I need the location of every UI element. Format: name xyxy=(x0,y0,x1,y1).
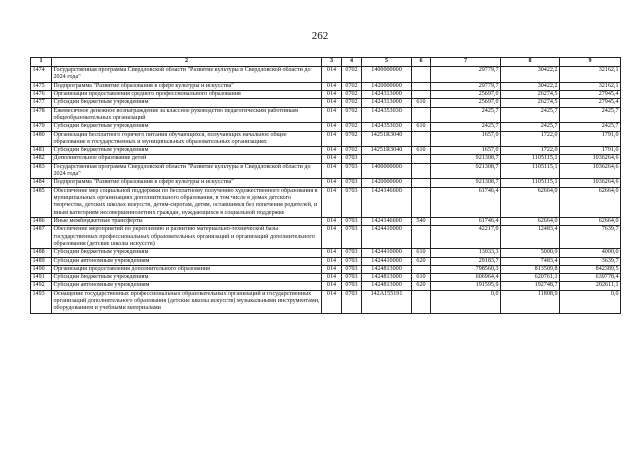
amount-year-2: 11808,0 xyxy=(501,290,560,313)
ministry-code: 014 xyxy=(322,226,342,249)
target-item-code: 1400000000 xyxy=(362,163,412,179)
target-item-code: 1424353030 xyxy=(362,107,412,123)
amount-year-2: 26274,5 xyxy=(501,90,560,98)
page-number: 262 xyxy=(311,30,329,42)
amount-year-3: 62664,0 xyxy=(560,187,621,217)
row-description: Субсидии бюджетным учреждениям xyxy=(52,99,322,107)
expense-type-code: 610 xyxy=(412,249,431,257)
amount-year-2: 620761,1 xyxy=(501,274,560,282)
amount-year-1: 191595,9 xyxy=(431,282,501,290)
target-item-code: 1424410000 xyxy=(362,226,412,249)
expense-type-code: 540 xyxy=(412,217,431,225)
table-row xyxy=(31,90,621,98)
amount-year-2: 813509,8 xyxy=(501,265,560,273)
row-description: Государственная программа Свердловской области "Развитие культуры в Свердловской области до 2024 года" xyxy=(52,67,322,83)
target-item-code: 1424410000 xyxy=(362,249,412,257)
row-description: Обеспечение мер социальной поддержки по бесплатному получению художественного образования в муниципальных организациях дополнительного образования, в том числе в домах детского творчества, детских школах искусств, детям-сиротам, детям, оставшимся без попечения родителей, и иным категориям несовершеннолетних граждан, нуждающихся в социальной поддержке xyxy=(52,187,322,217)
ministry-code: 014 xyxy=(322,179,342,187)
row-description: Субсидии бюджетным учреждениям xyxy=(52,249,322,257)
expense-type-code xyxy=(412,107,431,123)
section-code: 0703 xyxy=(342,187,362,217)
row-number: 1475 xyxy=(31,82,52,90)
row-description: Субсидии бюджетным учреждениям xyxy=(52,147,322,155)
row-number: 1477 xyxy=(31,99,52,107)
amount-year-1: 798560,3 xyxy=(431,265,501,273)
table-row xyxy=(31,290,621,313)
target-item-code: 1420000000 xyxy=(362,82,412,90)
row-number: 1483 xyxy=(31,163,52,179)
expense-type-code xyxy=(412,179,431,187)
ministry-code: 014 xyxy=(322,282,342,290)
ministry-code: 014 xyxy=(322,274,342,282)
section-code: 0703 xyxy=(342,265,362,273)
column-header-5: 5 xyxy=(362,58,412,67)
table-row xyxy=(31,265,621,273)
amount-year-1: 1657,0 xyxy=(431,131,501,147)
section-code: 0702 xyxy=(342,99,362,107)
amount-year-2: 1105115,1 xyxy=(501,155,560,163)
expense-type-code xyxy=(412,226,431,249)
table-header xyxy=(31,58,621,67)
table-row xyxy=(31,67,621,83)
section-code: 0703 xyxy=(342,179,362,187)
ministry-code: 014 xyxy=(322,99,342,107)
section-code: 0703 xyxy=(342,163,362,179)
section-code: 0703 xyxy=(342,226,362,249)
ministry-code: 014 xyxy=(322,257,342,265)
expense-type-code: 620 xyxy=(412,257,431,265)
table-row xyxy=(31,179,621,187)
amount-year-3: 1036264,6 xyxy=(560,163,621,179)
expense-type-code: 610 xyxy=(412,123,431,131)
table-row xyxy=(31,147,621,155)
amount-year-3: 1036264,6 xyxy=(560,155,621,163)
target-item-code: 1424410000 xyxy=(362,257,412,265)
ministry-code: 014 xyxy=(322,131,342,147)
row-description: Иные межбюджетные трансферты xyxy=(52,217,322,225)
amount-year-3: 27945,4 xyxy=(560,90,621,98)
column-header-3: 3 xyxy=(322,58,342,67)
target-item-code: 142A155191 xyxy=(362,290,412,313)
ministry-code: 014 xyxy=(322,67,342,83)
target-item-code xyxy=(362,155,412,163)
amount-year-3: 4000,0 xyxy=(560,249,621,257)
amount-year-3: 1791,0 xyxy=(560,131,621,147)
amount-year-1: 61746,4 xyxy=(431,187,501,217)
table-row xyxy=(31,282,621,290)
amount-year-3: 32162,1 xyxy=(560,82,621,90)
section-code: 0702 xyxy=(342,82,362,90)
table-row xyxy=(31,274,621,282)
amount-year-2: 1722,0 xyxy=(501,131,560,147)
target-item-code: 1424813000 xyxy=(362,265,412,273)
expense-type-code xyxy=(412,131,431,147)
expense-type-code: 610 xyxy=(412,99,431,107)
column-header-9: 9 xyxy=(560,58,621,67)
table-row xyxy=(31,107,621,123)
row-description: Субсидии бюджетным учреждениям xyxy=(52,274,322,282)
amount-year-2: 26274,5 xyxy=(501,99,560,107)
amount-year-2: 192748,7 xyxy=(501,282,560,290)
amount-year-1: 13033,3 xyxy=(431,249,501,257)
row-number: 1487 xyxy=(31,226,52,249)
row-number: 1476 xyxy=(31,90,52,98)
amount-year-3: 1036264,6 xyxy=(560,179,621,187)
amount-year-3: 7639,7 xyxy=(560,226,621,249)
amount-year-3: 62664,0 xyxy=(560,217,621,225)
row-description: Оснащение государственных профессиональных образовательных организаций и государственных организаций дополнительного образования (детские школы искусств) музыкальными инструментами, оборудованием и учебными материалами xyxy=(53,290,320,312)
amount-year-2: 2425,7 xyxy=(501,123,560,131)
section-code: 0703 xyxy=(342,155,362,163)
row-description: Подпрограмма "Развитие образования в сфере культуры и искусства" xyxy=(52,179,322,187)
section-code: 0702 xyxy=(342,131,362,147)
amount-year-2: 30422,2 xyxy=(501,82,560,90)
amount-year-3: 0,0 xyxy=(560,290,621,313)
amount-year-1: 1657,0 xyxy=(431,147,501,155)
row-number: 1485 xyxy=(31,187,52,217)
amount-year-3: 1791,0 xyxy=(560,147,621,155)
amount-year-1: 25697,0 xyxy=(431,90,501,98)
section-code: 0703 xyxy=(342,257,362,265)
target-item-code: 1424813000 xyxy=(362,282,412,290)
row-number: 1488 xyxy=(31,249,52,257)
ministry-code: 014 xyxy=(322,123,342,131)
row-number: 1491 xyxy=(31,274,52,282)
expense-type-code xyxy=(412,67,431,83)
target-item-code: 1424313000 xyxy=(362,90,412,98)
row-number: 1493 xyxy=(31,290,52,313)
amount-year-2: 7483,4 xyxy=(501,257,560,265)
section-code: 0702 xyxy=(342,147,362,155)
ministry-code: 014 xyxy=(322,107,342,123)
row-description: Организация бесплатного горячего питания обучающихся, получающих начальное общее образование в государственных и муниципальных образовательных организациях xyxy=(52,131,322,147)
amount-year-3: 842389,5 xyxy=(560,265,621,273)
amount-year-3: 27945,4 xyxy=(560,99,621,107)
ministry-code: 014 xyxy=(322,155,342,163)
section-code: 0702 xyxy=(342,90,362,98)
row-description: Организация предоставления среднего профессионального образования xyxy=(52,90,322,98)
amount-year-2: 1722,0 xyxy=(501,147,560,155)
table-row xyxy=(31,155,621,163)
expense-type-code xyxy=(412,90,431,98)
expense-type-code xyxy=(412,265,431,273)
table-body xyxy=(31,67,621,314)
section-code: 0703 xyxy=(342,282,362,290)
row-description: Организация предоставления дополнительного образования xyxy=(52,265,322,273)
expense-type-code xyxy=(412,290,431,313)
amount-year-3: 202611,1 xyxy=(560,282,621,290)
row-description: Ежемесячное денежное вознаграждение за классное руководство педагогическим работникам общеобразовательных организаций xyxy=(52,107,322,123)
budget-table xyxy=(30,57,621,314)
target-item-code: 1420000000 xyxy=(362,179,412,187)
column-header-1: 1 xyxy=(31,58,52,67)
target-item-code: 1424146600 xyxy=(362,217,412,225)
amount-year-2: 2425,7 xyxy=(501,107,560,123)
amount-year-3: 3639,7 xyxy=(560,257,621,265)
amount-year-1: 921308,7 xyxy=(431,179,501,187)
table-row xyxy=(31,187,621,217)
ministry-code: 014 xyxy=(322,147,342,155)
row-number: 1480 xyxy=(31,131,52,147)
target-item-code: 1400000000 xyxy=(362,67,412,83)
amount-year-1: 29183,7 xyxy=(431,257,501,265)
table-row xyxy=(31,131,621,147)
amount-year-1: 0,0 xyxy=(431,290,501,313)
section-code: 0703 xyxy=(342,290,362,313)
row-description: Субсидии бюджетным учреждениям xyxy=(52,123,322,131)
row-number: 1479 xyxy=(31,123,52,131)
target-item-code: 14251R3040 xyxy=(362,147,412,155)
expense-type-code xyxy=(412,155,431,163)
column-header-2: 2 xyxy=(52,58,322,67)
amount-year-1: 42217,0 xyxy=(431,226,501,249)
table-row xyxy=(31,257,621,265)
row-number: 1490 xyxy=(31,265,52,273)
ministry-code: 014 xyxy=(322,163,342,179)
section-code: 0702 xyxy=(342,67,362,83)
amount-year-1: 921308,7 xyxy=(431,155,501,163)
ministry-code: 014 xyxy=(322,265,342,273)
row-description: Обеспечение мероприятий по укреплению и развитию материально-технической базы государственных профессиональных образовательных организаций и организаций дополнительного образования (детские школы искусств) xyxy=(52,226,322,249)
row-description: Дополнительное образование детей xyxy=(52,155,322,163)
amount-year-2: 1105115,1 xyxy=(501,163,560,179)
row-number: 1492 xyxy=(31,282,52,290)
amount-year-2: 62664,0 xyxy=(501,187,560,217)
row-description: Субсидии автономным учреждениям xyxy=(52,282,322,290)
amount-year-2: 30422,2 xyxy=(501,67,560,83)
expense-type-code xyxy=(412,187,431,217)
section-code: 0703 xyxy=(342,217,362,225)
section-code: 0703 xyxy=(342,274,362,282)
row-number: 1482 xyxy=(31,155,52,163)
amount-year-1: 61746,4 xyxy=(431,217,501,225)
amount-year-1: 2425,7 xyxy=(431,107,501,123)
target-item-code: 1424813000 xyxy=(362,274,412,282)
ministry-code: 014 xyxy=(322,82,342,90)
table-row xyxy=(31,82,621,90)
amount-year-3: 2425,7 xyxy=(560,107,621,123)
column-header-6: 6 xyxy=(412,58,431,67)
table-row xyxy=(31,163,621,179)
target-item-code: 1424313000 xyxy=(362,99,412,107)
expense-type-code xyxy=(412,82,431,90)
amount-year-2: 12483,4 xyxy=(501,226,560,249)
expense-type-code: 620 xyxy=(412,282,431,290)
amount-year-2: 62664,0 xyxy=(501,217,560,225)
row-description: Субсидии автономным учреждениям xyxy=(52,257,322,265)
row-number: 1489 xyxy=(31,257,52,265)
amount-year-2: 1105115,1 xyxy=(501,179,560,187)
amount-year-1: 921308,7 xyxy=(431,163,501,179)
table-row xyxy=(31,249,621,257)
amount-year-2: 5000,0 xyxy=(501,249,560,257)
ministry-code: 014 xyxy=(322,249,342,257)
amount-year-3: 639778,4 xyxy=(560,274,621,282)
amount-year-1: 25697,0 xyxy=(431,99,501,107)
row-number: 1486 xyxy=(31,217,52,225)
amount-year-3: 2425,7 xyxy=(560,123,621,131)
table-row xyxy=(31,217,621,225)
ministry-code: 014 xyxy=(322,90,342,98)
section-code: 0702 xyxy=(342,107,362,123)
section-code: 0702 xyxy=(342,123,362,131)
amount-year-1: 29779,7 xyxy=(431,82,501,90)
row-number: 1481 xyxy=(31,147,52,155)
row-number: 1474 xyxy=(31,67,52,83)
table-row xyxy=(31,99,621,107)
amount-year-3: 32162,1 xyxy=(560,67,621,83)
row-number: 1484 xyxy=(31,179,52,187)
expense-type-code: 610 xyxy=(412,147,431,155)
target-item-code: 14251R3040 xyxy=(362,131,412,147)
row-description: Подпрограмма "Развитие образования в сфере культуры и искусства" xyxy=(52,82,322,90)
amount-year-1: 606964,4 xyxy=(431,274,501,282)
column-header-4: 4 xyxy=(342,58,362,67)
ministry-code: 014 xyxy=(322,217,342,225)
amount-year-1: 29779,7 xyxy=(431,67,501,83)
table-row xyxy=(31,123,621,131)
target-item-code: 1424146600 xyxy=(362,187,412,217)
table-row xyxy=(31,226,621,249)
amount-year-1: 2425,7 xyxy=(431,123,501,131)
target-item-code: 1424353030 xyxy=(362,123,412,131)
expense-type-code: 610 xyxy=(412,274,431,282)
section-code: 0703 xyxy=(342,249,362,257)
ministry-code: 014 xyxy=(322,290,342,313)
ministry-code: 014 xyxy=(322,187,342,217)
column-header-8: 8 xyxy=(501,58,560,67)
column-header-7: 7 xyxy=(431,58,501,67)
row-description: Государственная программа Свердловской области "Развитие культуры в Свердловской области до 2024 года" xyxy=(52,163,322,179)
row-number: 1478 xyxy=(31,107,52,123)
expense-type-code xyxy=(412,163,431,179)
